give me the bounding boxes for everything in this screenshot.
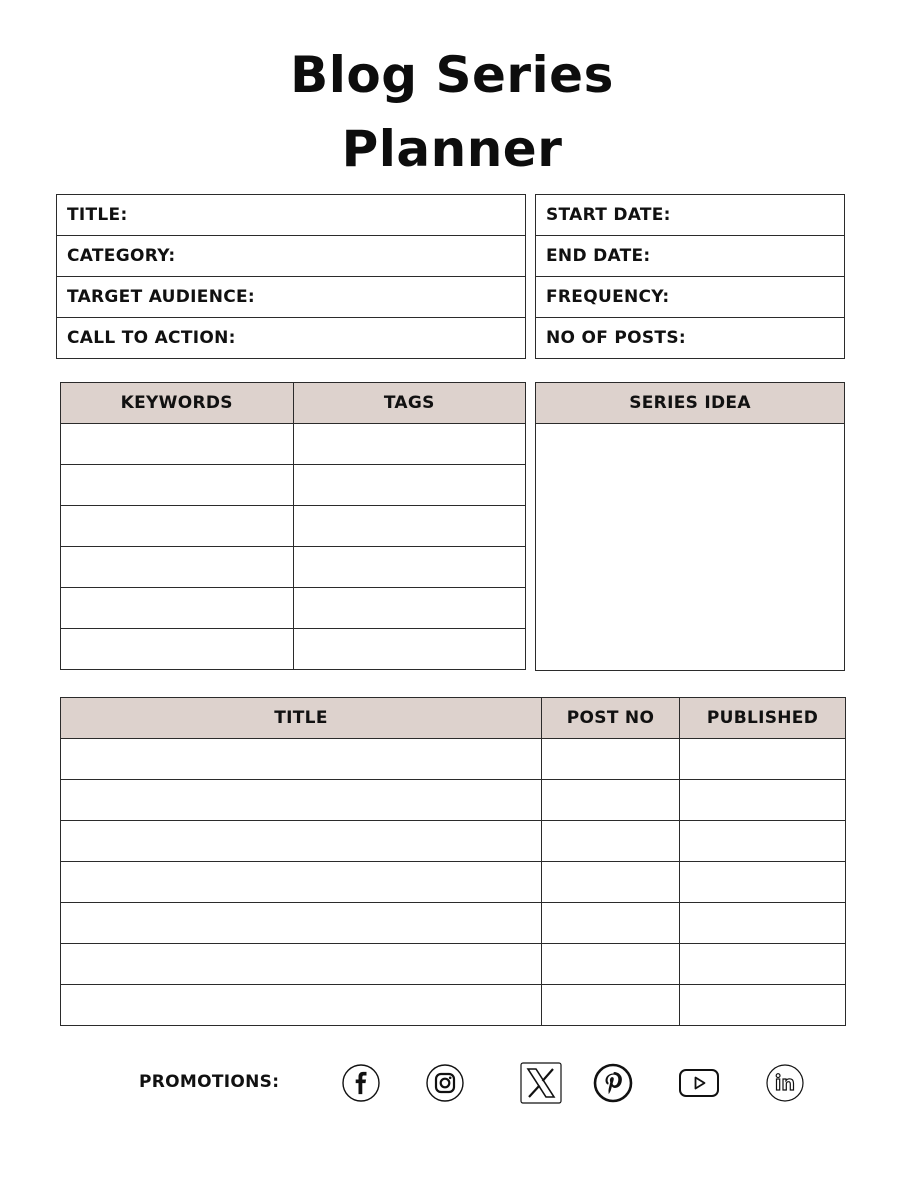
table-row bbox=[61, 739, 846, 780]
table-row bbox=[61, 862, 846, 903]
series-idea-box[interactable] bbox=[536, 424, 845, 671]
table-row bbox=[61, 465, 526, 506]
post-no-header: POST NO bbox=[542, 698, 680, 739]
keywords-tags-table bbox=[60, 382, 526, 670]
page-title-line2: Planner bbox=[341, 120, 563, 178]
tag-cell[interactable] bbox=[293, 465, 526, 506]
frequency-field[interactable]: FREQUENCY: bbox=[536, 277, 845, 318]
table-row bbox=[61, 588, 526, 629]
post-title-cell[interactable] bbox=[61, 821, 542, 862]
keyword-cell[interactable] bbox=[61, 547, 294, 588]
published-header: PUBLISHED bbox=[680, 698, 846, 739]
post-title-cell[interactable] bbox=[61, 862, 542, 903]
pinterest-icon[interactable] bbox=[592, 1062, 634, 1104]
keyword-cell[interactable] bbox=[61, 588, 294, 629]
series-idea-header: SERIES IDEA bbox=[536, 383, 845, 424]
no-of-posts-field[interactable]: NO OF POSTS: bbox=[536, 318, 845, 359]
page-title-line1: Blog Series bbox=[290, 46, 614, 104]
tag-cell[interactable] bbox=[293, 506, 526, 547]
tag-cell[interactable] bbox=[293, 629, 526, 670]
tag-cell[interactable] bbox=[293, 547, 526, 588]
post-no-cell[interactable] bbox=[542, 780, 680, 821]
table-row bbox=[61, 985, 846, 1026]
published-cell[interactable] bbox=[680, 944, 846, 985]
linkedin-icon[interactable] bbox=[764, 1062, 806, 1104]
post-no-cell[interactable] bbox=[542, 985, 680, 1026]
post-title-cell[interactable] bbox=[61, 903, 542, 944]
tag-cell[interactable] bbox=[293, 588, 526, 629]
end-date-field[interactable]: END DATE: bbox=[536, 236, 845, 277]
published-cell[interactable] bbox=[680, 862, 846, 903]
title-field[interactable]: TITLE: bbox=[57, 195, 526, 236]
table-row bbox=[61, 903, 846, 944]
post-title-cell[interactable] bbox=[61, 780, 542, 821]
tags-header: TAGS bbox=[293, 383, 526, 424]
info-left-table bbox=[56, 194, 526, 359]
table-row bbox=[61, 424, 526, 465]
published-cell[interactable] bbox=[680, 821, 846, 862]
call-to-action-field[interactable]: CALL TO ACTION: bbox=[57, 318, 526, 359]
table-row bbox=[61, 547, 526, 588]
post-no-cell[interactable] bbox=[542, 739, 680, 780]
keyword-cell[interactable] bbox=[61, 629, 294, 670]
keyword-cell[interactable] bbox=[61, 465, 294, 506]
table-row bbox=[61, 944, 846, 985]
post-title-cell[interactable] bbox=[61, 739, 542, 780]
youtube-icon[interactable] bbox=[678, 1062, 720, 1104]
table-row bbox=[61, 506, 526, 547]
published-cell[interactable] bbox=[680, 903, 846, 944]
instagram-icon[interactable] bbox=[424, 1062, 466, 1104]
post-title-cell[interactable] bbox=[61, 944, 542, 985]
post-title-header: TITLE bbox=[61, 698, 542, 739]
tag-cell[interactable] bbox=[293, 424, 526, 465]
info-right-table bbox=[535, 194, 845, 359]
facebook-icon[interactable] bbox=[340, 1062, 382, 1104]
table-row bbox=[61, 629, 526, 670]
table-row bbox=[61, 780, 846, 821]
post-no-cell[interactable] bbox=[542, 944, 680, 985]
posts-table bbox=[60, 697, 846, 1026]
keyword-cell[interactable] bbox=[61, 424, 294, 465]
start-date-field[interactable]: START DATE: bbox=[536, 195, 845, 236]
post-title-cell[interactable] bbox=[61, 985, 542, 1026]
post-no-cell[interactable] bbox=[542, 903, 680, 944]
published-cell[interactable] bbox=[680, 985, 846, 1026]
published-cell[interactable] bbox=[680, 739, 846, 780]
table-row bbox=[61, 821, 846, 862]
post-no-cell[interactable] bbox=[542, 862, 680, 903]
keywords-header: KEYWORDS bbox=[61, 383, 294, 424]
series-idea-table bbox=[535, 382, 845, 671]
promotions-label: PROMOTIONS: bbox=[139, 1072, 280, 1092]
x-icon[interactable] bbox=[520, 1062, 562, 1104]
category-field[interactable]: CATEGORY: bbox=[57, 236, 526, 277]
post-no-cell[interactable] bbox=[542, 821, 680, 862]
keyword-cell[interactable] bbox=[61, 506, 294, 547]
published-cell[interactable] bbox=[680, 780, 846, 821]
target-audience-field[interactable]: TARGET AUDIENCE: bbox=[57, 277, 526, 318]
